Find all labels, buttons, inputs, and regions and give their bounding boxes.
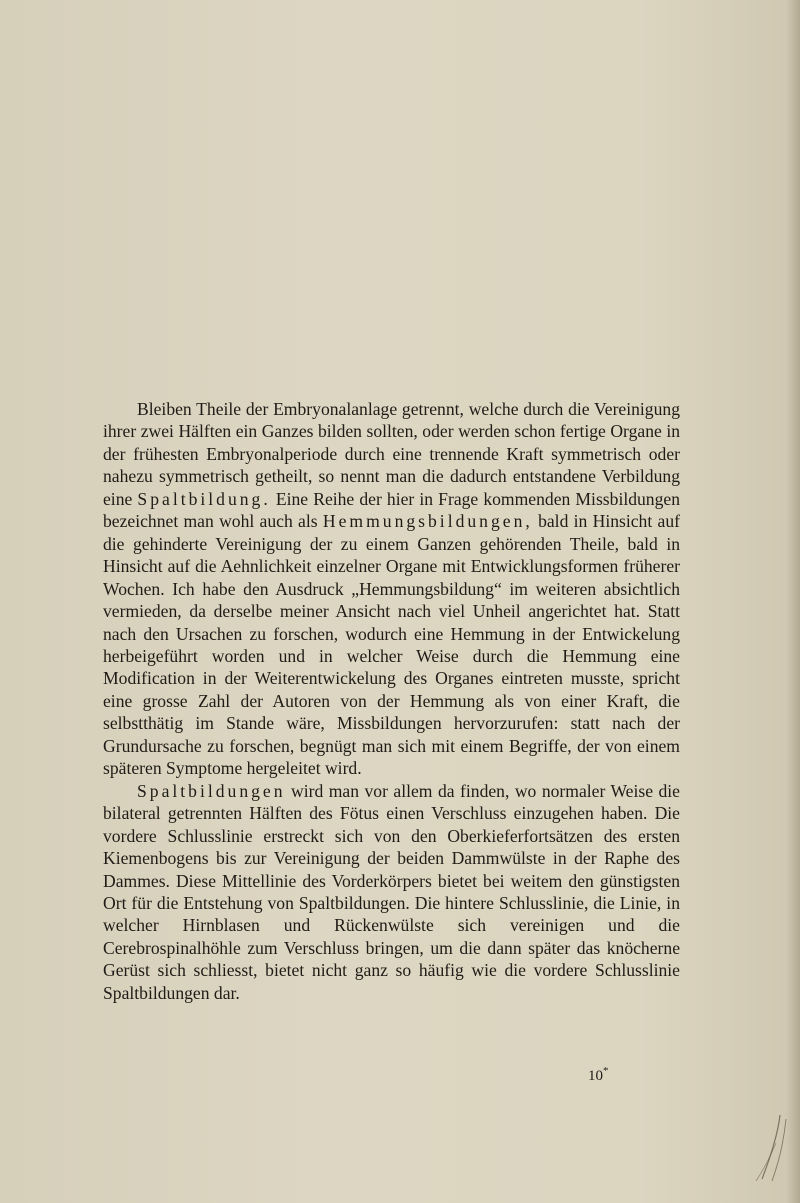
signature-number: 10 [588, 1068, 603, 1084]
term-spaltbildungen: Spaltbildungen [137, 780, 286, 801]
paragraph-1 [103, 398, 680, 780]
body-text [103, 398, 680, 1004]
paragraph-1-part-3: bald in Hinsicht auf die gehinderte Vereinigung der zu einem Ganzen gehörenden Theile, bald in Hinsicht auf die Aehnlichkeit einzelner Organe mit Entwicklungsformen früherer Wochen. Ich habe den Ausdruck „Hemmungsbildung“ im weiteren absichtlich vermieden, da derselbe meiner Ansicht nach viel Unheil angerichtet hat. Statt nach den Ursachen zu forschen, wodurch eine Hemmung in der Entwickelung herbeigeführt worden und in welcher Weise durch die Hemmung eine Modification in der Weiterentwickelung des Organes eintreten musste, spricht eine grosse Zahl der Autoren von der Hemmung als von einer Kraft, die selbstthätig im Stande wäre, Missbildungen hervorzurufen: statt nach der Grundursache zu forschen, begnügt man sich mit einem Begriffe, der von einem späteren Symptome hergeleitet wird. [103, 511, 680, 779]
paragraph-1-part-1: Bleiben Theile der Embryonalanlage getrennt, welche durch die Vereinigung ihrer zwei Hälften ein Ganzes bilden sollten, oder werden schon fertige Organe in der frühesten Embryonalperiode durch eine trennende Kraft symmetrisch oder nahezu symmetrisch getheilt, so nennt man die dadurch entstandene Verbildung eine [103, 399, 680, 509]
pencil-scratch [750, 1113, 790, 1183]
paragraph-2 [103, 780, 680, 1005]
paragraph-1-part-2: Eine Reihe der hier in Frage kommenden Missbildungen bezeichnet man wohl auch als [103, 488, 681, 532]
page-edge-shadow [786, 0, 800, 1203]
term-hemmungsbildungen: Hemmungsbildungen, [322, 511, 533, 532]
signature-star: * [603, 1065, 609, 1077]
signature-mark [588, 1065, 609, 1085]
paragraph-2-text: wird man vor allem da finden, wo normaler Weise die bilateral getrennten Hälften des Fötus einen Verschluss einzugehen haben. Die vordere Schlusslinie erstreckt sich von den Oberkieferfortsätzen des ersten Kiemenbogens bis zur Vereinigung der beiden Dammwülste in der Raphe des Dammes. Diese Mittellinie des Vorderkörpers bietet bei weitem den günstigsten Ort für die Entstehung von Spaltbildungen. Die hintere Schlusslinie, die Linie, in welcher Hirnblasen und Rückenwülste sich vereinigen und die Cerebrospinalhöhle zum Verschluss bringen, um die dann später das knöcherne Gerüst sich schliesst, bietet nicht ganz so häufig wie die vordere Schlusslinie Spaltbildungen dar. [103, 780, 680, 1003]
term-spaltbildung: Spaltbildung. [137, 488, 271, 509]
